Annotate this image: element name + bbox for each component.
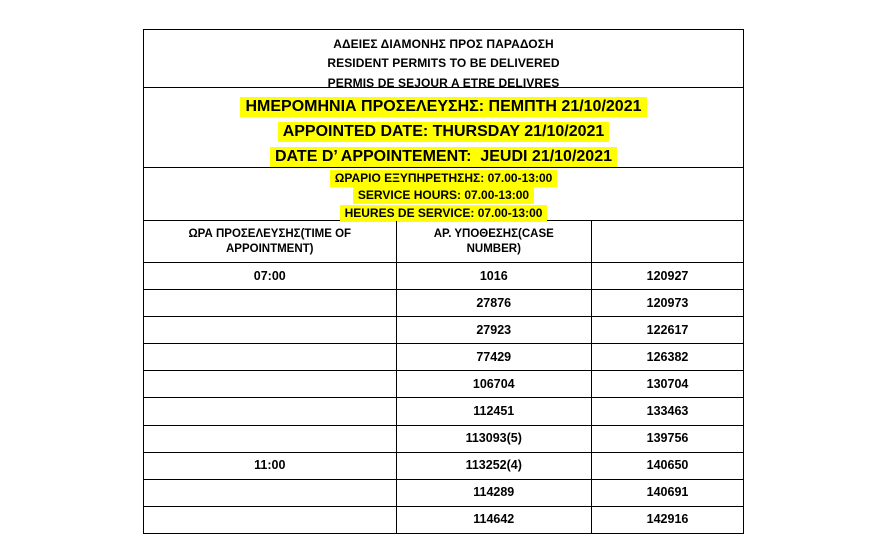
case-number-cell: 113093(5) — [396, 426, 592, 452]
time-cell — [144, 507, 396, 533]
case-number-cell: 112451 — [396, 398, 592, 424]
table-row — [144, 506, 743, 533]
column-header-time: ΩΡΑ ΠΡΟΣΕΛΕΥΣΗΣ(TIME OF APPOINTMENT) — [188, 228, 352, 255]
service-hours-english: SERVICE HOURS: 07.00-13:00 — [353, 187, 534, 204]
table-row — [144, 316, 743, 343]
case-number-cell: 114642 — [396, 507, 592, 533]
table-row — [144, 289, 743, 316]
case-number-cell-2: 139756 — [591, 426, 743, 452]
case-number-cell-2: 120927 — [591, 263, 743, 289]
service-hours-block — [144, 167, 743, 220]
time-cell — [144, 344, 396, 370]
case-number-cell: 114289 — [396, 480, 592, 506]
column-header-blank — [591, 221, 743, 262]
table-row — [144, 343, 743, 370]
title-line-greek: ΑΔΕΙΕΣ ΔΙΑΜΟΝΗΣ ΠΡΟΣ ΠΑΡΑΔΟΣΗ — [333, 37, 554, 51]
appointed-date-greek: ΗΜΕΡΟΜΗΝΙΑ ΠΡΟΣΕΛΕΥΣΗΣ: ΠΕΜΠΤΗ 21/10/2021 — [240, 97, 646, 117]
appointed-date-french: DATE D’ APPOINTEMENT: JEUDI 21/10/2021 — [270, 147, 617, 167]
title-line-english: RESIDENT PERMITS TO BE DELIVERED — [327, 56, 560, 71]
table-row — [144, 452, 743, 479]
appointed-date-line — [144, 119, 743, 144]
case-number-cell-2: 126382 — [591, 344, 743, 370]
case-number-cell: 27923 — [396, 317, 592, 343]
service-hours-line — [144, 187, 743, 204]
case-number-cell-2: 120973 — [591, 290, 743, 316]
case-number-cell: 77429 — [396, 344, 592, 370]
case-number-cell-2: 142916 — [591, 507, 743, 533]
case-number-cell-2: 122617 — [591, 317, 743, 343]
title-line-french: PERMIS DE SEJOUR A ETRE DELIVRES — [327, 75, 560, 90]
time-cell — [144, 317, 396, 343]
document-title-block — [144, 30, 743, 90]
appointed-date-line — [144, 94, 743, 119]
table-header-row — [144, 220, 743, 262]
table-row — [144, 397, 743, 424]
column-header-case: ΑΡ. ΥΠΟΘΕΣΗΣ(CASE NUMBER) — [396, 221, 592, 262]
service-hours-line — [144, 170, 743, 187]
appointed-date-line — [144, 144, 743, 169]
appointed-date-english: APPOINTED DATE: THURSDAY 21/10/2021 — [278, 122, 610, 142]
service-hours-french: HEURES DE SERVICE: 07.00-13:00 — [340, 205, 548, 222]
table-row — [144, 425, 743, 452]
time-cell: 07:00 — [253, 268, 286, 283]
time-cell: 11:00 — [254, 458, 286, 473]
case-number-cell: 113252(4) — [396, 453, 592, 479]
table-row — [144, 262, 743, 289]
case-number-cell-2: 140650 — [591, 453, 743, 479]
resident-permits-table — [143, 29, 744, 534]
case-number-cell: 106704 — [396, 371, 592, 397]
time-cell — [144, 398, 396, 424]
case-number-cell-2: 133463 — [591, 398, 743, 424]
time-cell — [144, 426, 396, 452]
case-number-cell-2: 140691 — [591, 480, 743, 506]
time-cell — [144, 480, 396, 506]
service-hours-greek: ΩΡΑΡΙΟ ΕΞΥΠΗΡΕΤΗΣΗΣ: 07.00-13:00 — [330, 170, 558, 187]
case-number-cell: 27876 — [396, 290, 592, 316]
table-row — [144, 370, 743, 397]
case-number-cell-2: 130704 — [591, 371, 743, 397]
time-cell — [144, 371, 396, 397]
table-row — [144, 479, 743, 506]
case-number-cell: 1016 — [396, 263, 592, 289]
appointed-date-block — [144, 87, 743, 167]
time-cell — [144, 290, 396, 316]
